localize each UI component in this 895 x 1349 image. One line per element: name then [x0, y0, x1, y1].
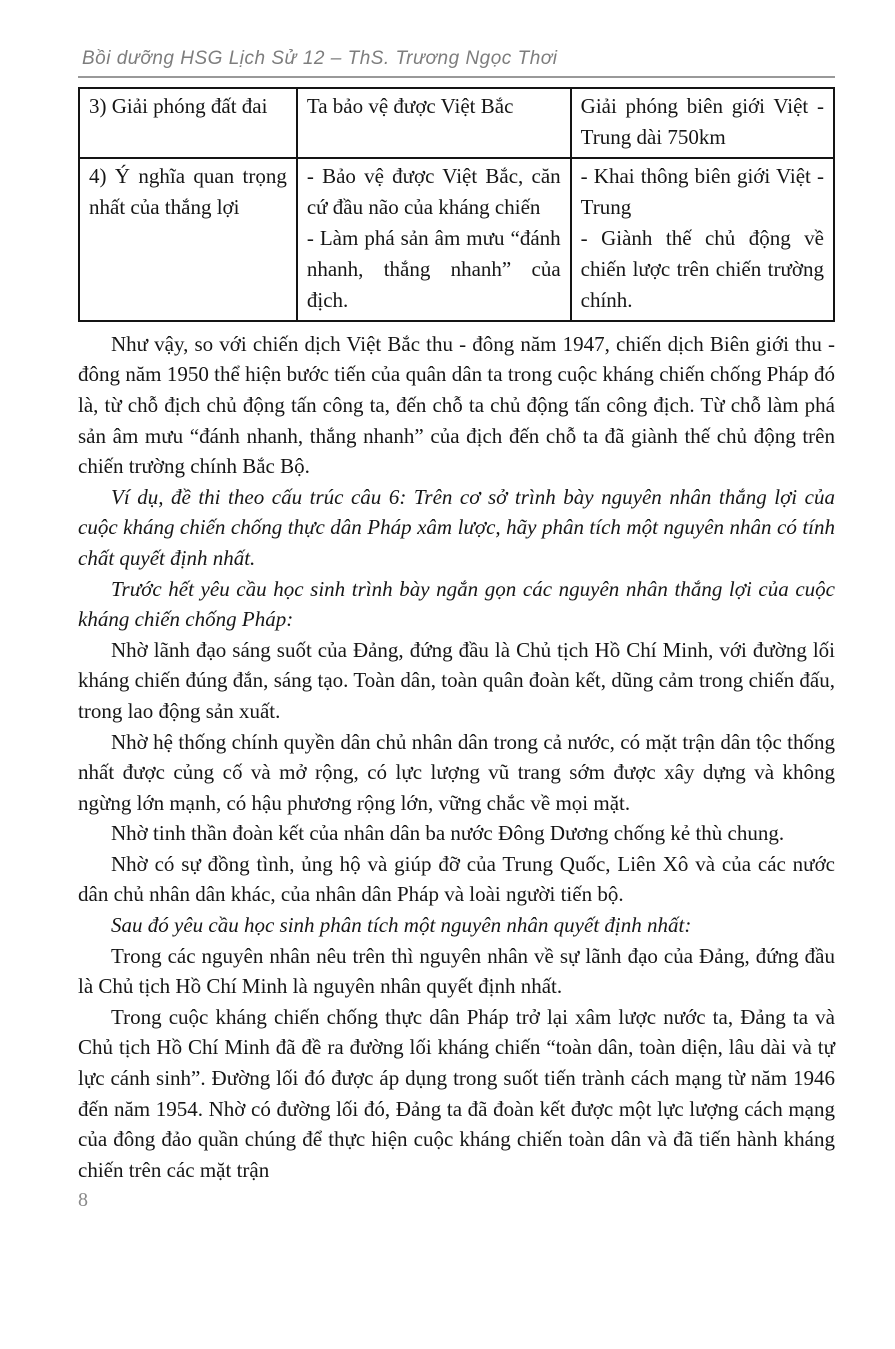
- table-cell-viet-bac: [297, 88, 571, 158]
- table-row: [79, 158, 834, 321]
- table-cell-bien-gioi: [571, 88, 834, 158]
- paragraph-example-prompt: Ví dụ, đề thi theo cấu trúc câu 6: Trên cơ sở trình bày nguyên nhân thắng lợi của cuộc kháng chiến chống thực dân Pháp xâm lược, hãy phân tích một nguyên nhân có tính chất quyết định nhất.: [78, 484, 835, 570]
- cell-text: - Bảo vệ được Việt Bắc, căn cứ đầu não của kháng chiến: [306, 163, 561, 219]
- paragraph: Nhờ hệ thống chính quyền dân chủ nhân dân trong cả nước, có mặt trận dân tộc thống nhất được củng cố và mở rộng, có lực lượng vũ trang sớm được xây dựng và không ngừng lớn mạnh, có hậu phương rộng lớn, vững chắc về mọi mặt.: [78, 729, 835, 815]
- paragraph-instruction: Sau đó yêu cầu học sinh phân tích một nguyên nhân quyết định nhất:: [111, 913, 692, 938]
- cell-text: Giải phóng biên giới Việt - Trung dài 750km: [580, 93, 824, 149]
- paragraph: Nhờ lãnh đạo sáng suốt của Đảng, đứng đầu là Chủ tịch Hồ Chí Minh, với đường lối kháng chiến đúng đắn, sáng tạo. Toàn dân, toàn quân đoàn kết, dũng cảm trong chiến đấu, trong lao động sản xuất.: [78, 637, 835, 723]
- table-row: [79, 88, 834, 158]
- comparison-table: [78, 87, 835, 322]
- table-cell-criteria: [79, 88, 297, 158]
- cell-text: 3) Giải phóng đất đai: [89, 93, 268, 118]
- running-header: Bồi dưỡng HSG Lịch Sử 12 – ThS. Trương Ngọc Thơi: [82, 48, 558, 69]
- paragraph: Nhờ có sự đồng tình, ủng hộ và giúp đỡ của Trung Quốc, Liên Xô và của các nước dân chủ nhân dân khác, của nhân dân Pháp và loài người tiến bộ.: [78, 851, 835, 907]
- header-rule: [78, 76, 835, 78]
- cell-text: Ta bảo vệ được Việt Bắc: [306, 93, 514, 118]
- cell-text: - Khai thông biên giới Việt - Trung: [580, 163, 824, 219]
- paragraph: Trong cuộc kháng chiến chống thực dân Pháp trở lại xâm lược nước ta, Đảng ta và Chủ tịch Hồ Chí Minh đã đề ra đường lối kháng chiến “toàn dân, toàn diện, lâu dài và tự lực cánh sinh”. Đường lối đó được áp dụng trong suốt tiến trành cách mạng từ năm 1946 đến năm 1954. Nhờ có đường lối đó, Đảng ta đã đoàn kết được một lực lượng cách mạng của đông đảo quần chúng để thực hiện cuộc kháng chiến toàn dân và đã tiến hành kháng chiến trên các mặt trận: [78, 1004, 835, 1182]
- cell-text: - Giành thế chủ động về chiến lược trên chiến trường chính.: [580, 225, 824, 312]
- paragraph: Như vậy, so với chiến dịch Việt Bắc thu - đông năm 1947, chiến dịch Biên giới thu - đông năm 1950 thể hiện bước tiến của quân dân ta trong cuộc kháng chiến chống Pháp đó là, từ chỗ địch chủ động tấn công ta, đến chỗ ta chủ động tấn công địch. Từ chỗ làm phá sản âm mưu “đánh nhanh, thắng nhanh” của địch đến chỗ ta đã giành thế chủ động trên chiến trường chính Bắc Bộ.: [78, 331, 835, 479]
- page-number: 8: [78, 1189, 88, 1212]
- cell-text: 4) Ý nghĩa quan trọng nhất của thắng lợi: [89, 163, 287, 219]
- paragraph: Nhờ tinh thần đoàn kết của nhân dân ba nước Đông Dương chống kẻ thù chung.: [111, 821, 785, 846]
- cell-text: - Làm phá sản âm mưu “đánh nhanh, thắng nhanh” của địch.: [306, 225, 561, 312]
- paragraph: Trong các nguyên nhân nêu trên thì nguyên nhân về sự lãnh đạo của Đảng, đứng đầu là Chủ tịch Hồ Chí Minh là nguyên nhân quyết định nhất.: [78, 943, 835, 999]
- table-cell-criteria: [79, 158, 297, 321]
- table-cell-viet-bac: [297, 158, 571, 321]
- table-cell-bien-gioi: [571, 158, 834, 321]
- paragraph-instruction: Trước hết yêu cầu học sinh trình bày ngắn gọn các nguyên nhân thắng lợi của cuộc kháng chiến chống Pháp:: [78, 576, 835, 632]
- body-text: [78, 329, 835, 1186]
